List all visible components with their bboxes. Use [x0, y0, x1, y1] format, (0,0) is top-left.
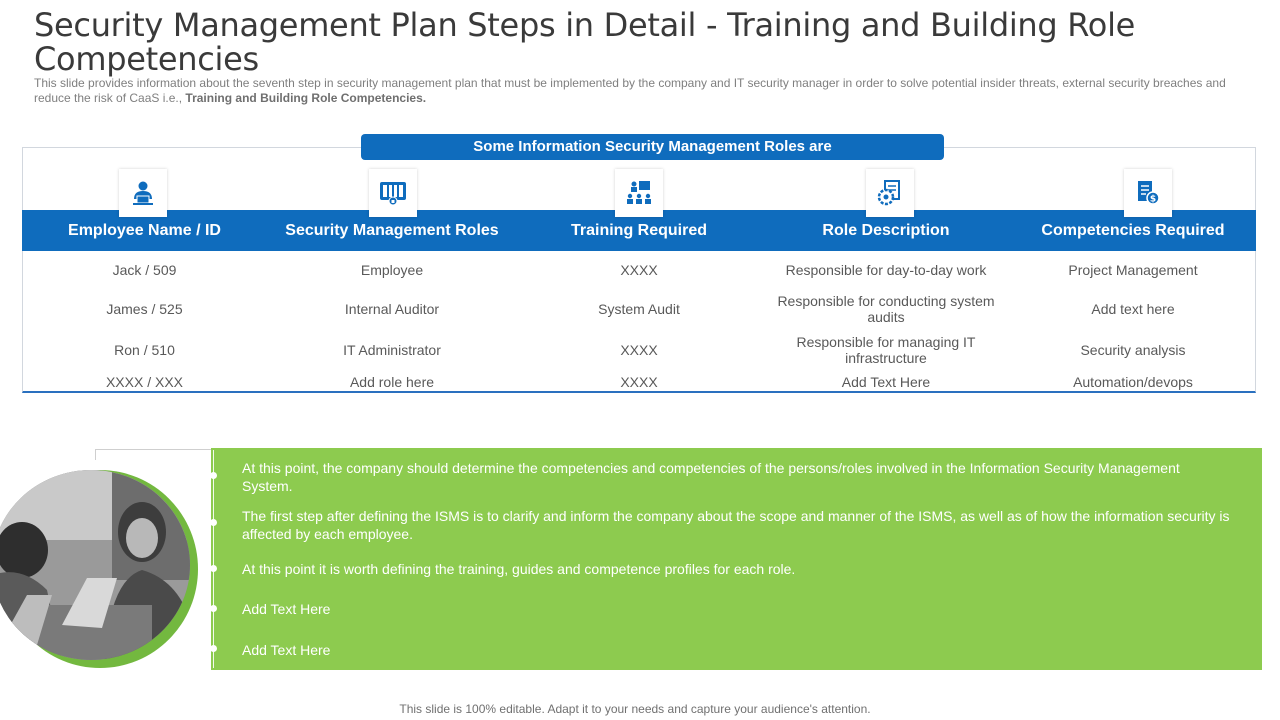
subtitle-text: This slide provides information about the seventh step in security management plan that must be implemented by the company and IT security manager in order to solve potential insider threats, external security breaches and reduce the risk of CaaS i.e.,	[34, 76, 1226, 105]
bullet-dot-icon	[210, 565, 217, 572]
table-cell: Automation/devops	[1073, 374, 1193, 390]
bullet-dot-icon	[210, 645, 217, 652]
table-cell: Add text here	[1091, 301, 1175, 317]
table-cell: IT Administrator	[343, 342, 441, 358]
table-cell: XXXX	[620, 262, 658, 278]
table-banner: Some Information Security Management Roles are	[361, 134, 944, 160]
column-header-description: Role Description	[822, 222, 950, 239]
table-cell: Responsible for day-to-day work	[785, 262, 987, 278]
bullet-item: Add Text Here	[242, 601, 331, 617]
bullet-item: At this point it is worth defining the training, guides and competence profiles for each role.	[242, 561, 796, 577]
bullet-item: At this point, the company should determine the competencies and competencies of the persons/roles involved in the Information Security Management System.	[242, 460, 1180, 494]
table-cell: Jack / 509	[112, 262, 177, 278]
table-cell: Ron / 510	[114, 342, 175, 358]
bullet-item: The first step after defining the ISMS is to clarify and inform the company about the scope and manner of the ISMS, as well as of how the information security is affected by each employee.	[242, 508, 1230, 542]
column-header-roles: Security Management Roles	[285, 222, 499, 239]
bullet-dot-icon	[210, 472, 217, 479]
team-photo	[0, 470, 190, 660]
column-header-competencies: Competencies Required	[1041, 222, 1225, 239]
subtitle-bold: Training and Building Role Competencies.	[185, 91, 427, 105]
table-cell: Project Management	[1068, 262, 1198, 278]
table-cell: System Audit	[598, 301, 680, 317]
bullet-item: Add Text Here	[242, 642, 331, 658]
table-cell: Security analysis	[1080, 342, 1186, 358]
bullet-dot-icon	[210, 519, 217, 526]
table-cell: Responsible for managing IT infrastructure	[796, 334, 976, 366]
svg-text:$: $	[1149, 194, 1157, 205]
table-cell: Responsible for conducting system audits	[777, 293, 995, 325]
column-header-training: Training Required	[570, 222, 707, 239]
table-cell: XXXX	[620, 342, 658, 358]
page-title: Security Management Plan Steps in Detail - Training and Building Role Competencies	[34, 6, 1136, 78]
table-cell: Employee	[360, 262, 424, 278]
table-cell: XXXX / XXX	[105, 374, 184, 390]
table-cell: Internal Auditor	[344, 301, 440, 317]
table-cell: Add Text Here	[841, 374, 931, 390]
column-header-employee: Employee Name / ID	[68, 222, 221, 239]
table-cell: James / 525	[106, 301, 183, 317]
bullet-rule	[213, 450, 214, 668]
footer-note: This slide is 100% editable. Adapt it to your needs and capture your audience's attention.	[399, 702, 871, 716]
table-cell: Add role here	[349, 374, 435, 390]
table-cell: XXXX	[620, 374, 658, 390]
page-subtitle	[34, 76, 1234, 106]
connector-line	[95, 449, 96, 460]
connector-line	[95, 449, 213, 450]
bullet-dot-icon	[210, 605, 217, 612]
